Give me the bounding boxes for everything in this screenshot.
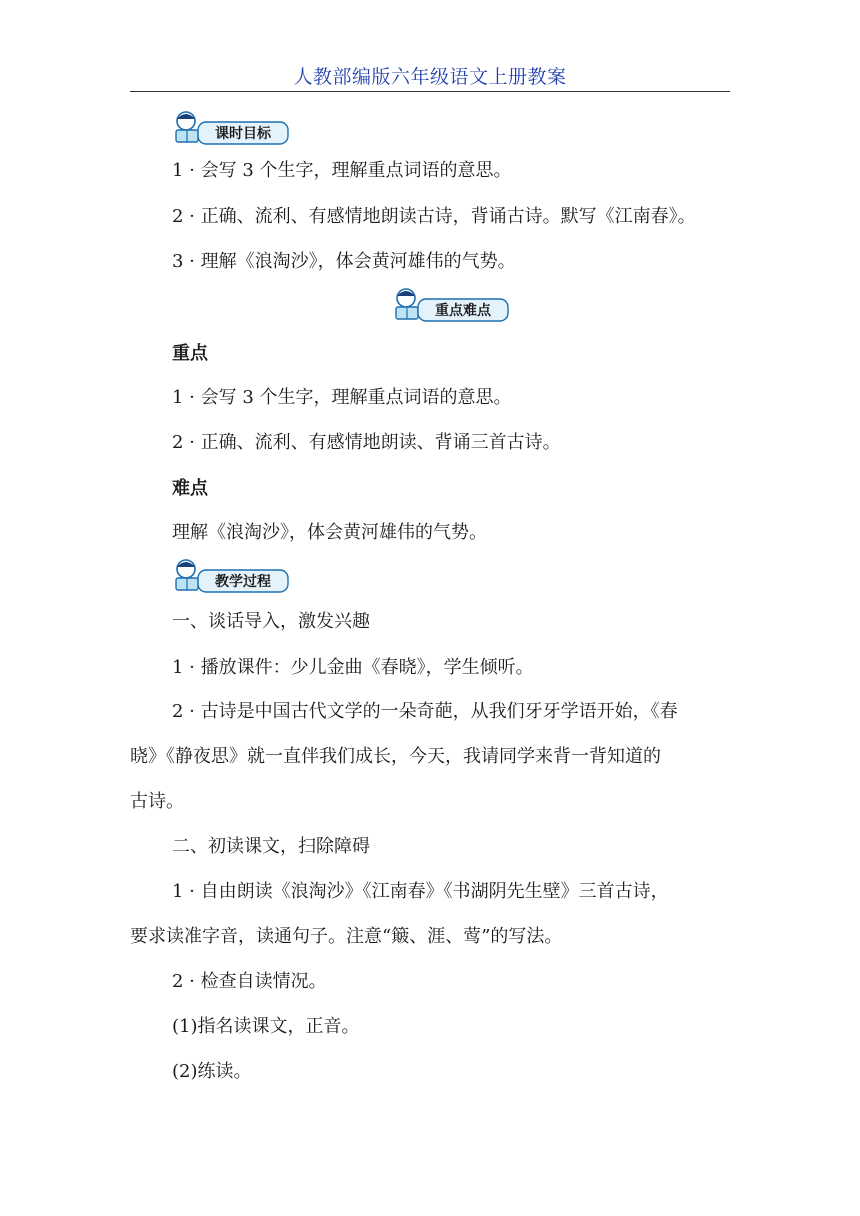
section-badge-process	[168, 556, 292, 596]
process-section-2-sub-2: (2)练读。	[172, 1061, 252, 1082]
difficulties-heading: 难点	[172, 478, 208, 499]
student-reading-icon	[176, 560, 198, 590]
goal-item-3: 3 · 理解《浪淘沙》，体会黄河雄伟的气势。	[172, 251, 516, 272]
goal-item-2: 2 · 正确、流利、有感情地朗读古诗，背诵古诗。默写《江南春》。	[172, 206, 696, 227]
badge-label-goals: 课时目标	[215, 126, 271, 142]
section-badge-goals	[168, 108, 292, 148]
process-section-1-item-2-line-1: 2 · 古诗是中国古代文学的一朵奇葩，从我们牙牙学语开始，《春	[172, 701, 678, 722]
student-reading-icon	[176, 112, 198, 142]
process-section-1-item-1: 1 · 播放课件：少儿金曲《春晓》，学生倾听。	[172, 657, 534, 678]
process-section-2-item-1-line-2: 要求读准字音，读通句子。注意“簸、涯、莺”的写法。	[130, 926, 563, 947]
header-divider	[130, 91, 730, 92]
process-section-1-item-2-line-2: 晓》《静夜思》就一直伴我们成长，今天，我请同学来背一背知道的	[130, 746, 661, 767]
process-section-1-item-2-line-3: 古诗。	[130, 791, 184, 812]
process-section-1-title: 一、谈话导入，激发兴趣	[172, 611, 370, 632]
process-section-2-sub-1: (1)指名读课文，正音。	[172, 1016, 360, 1037]
badge-label-key-points: 重点难点	[435, 303, 491, 319]
section-badge-key-points	[388, 285, 512, 325]
process-section-2-item-1-line-1: 1 · 自由朗读《浪淘沙》《江南春》《书湖阴先生壁》三首古诗，	[172, 881, 669, 902]
key-point-item-1: 1 · 会写 3 个生字，理解重点词语的意思。	[172, 387, 512, 408]
key-point-item-2: 2 · 正确、流利、有感情地朗读、背诵三首古诗。	[172, 432, 561, 453]
process-section-2-item-2: 2 · 检查自读情况。	[172, 971, 327, 992]
process-section-2-title: 二、初读课文，扫除障碍	[172, 836, 370, 857]
difficulties-text: 理解《浪淘沙》，体会黄河雄伟的气势。	[172, 522, 487, 543]
goal-item-1: 1 · 会写 3 个生字，理解重点词语的意思。	[172, 160, 512, 181]
badge-label-process: 教学过程	[215, 574, 271, 590]
key-points-heading: 重点	[172, 343, 208, 364]
student-reading-icon	[396, 289, 418, 319]
page-header-title: 人教部编版六年级语文上册教案	[293, 66, 567, 88]
